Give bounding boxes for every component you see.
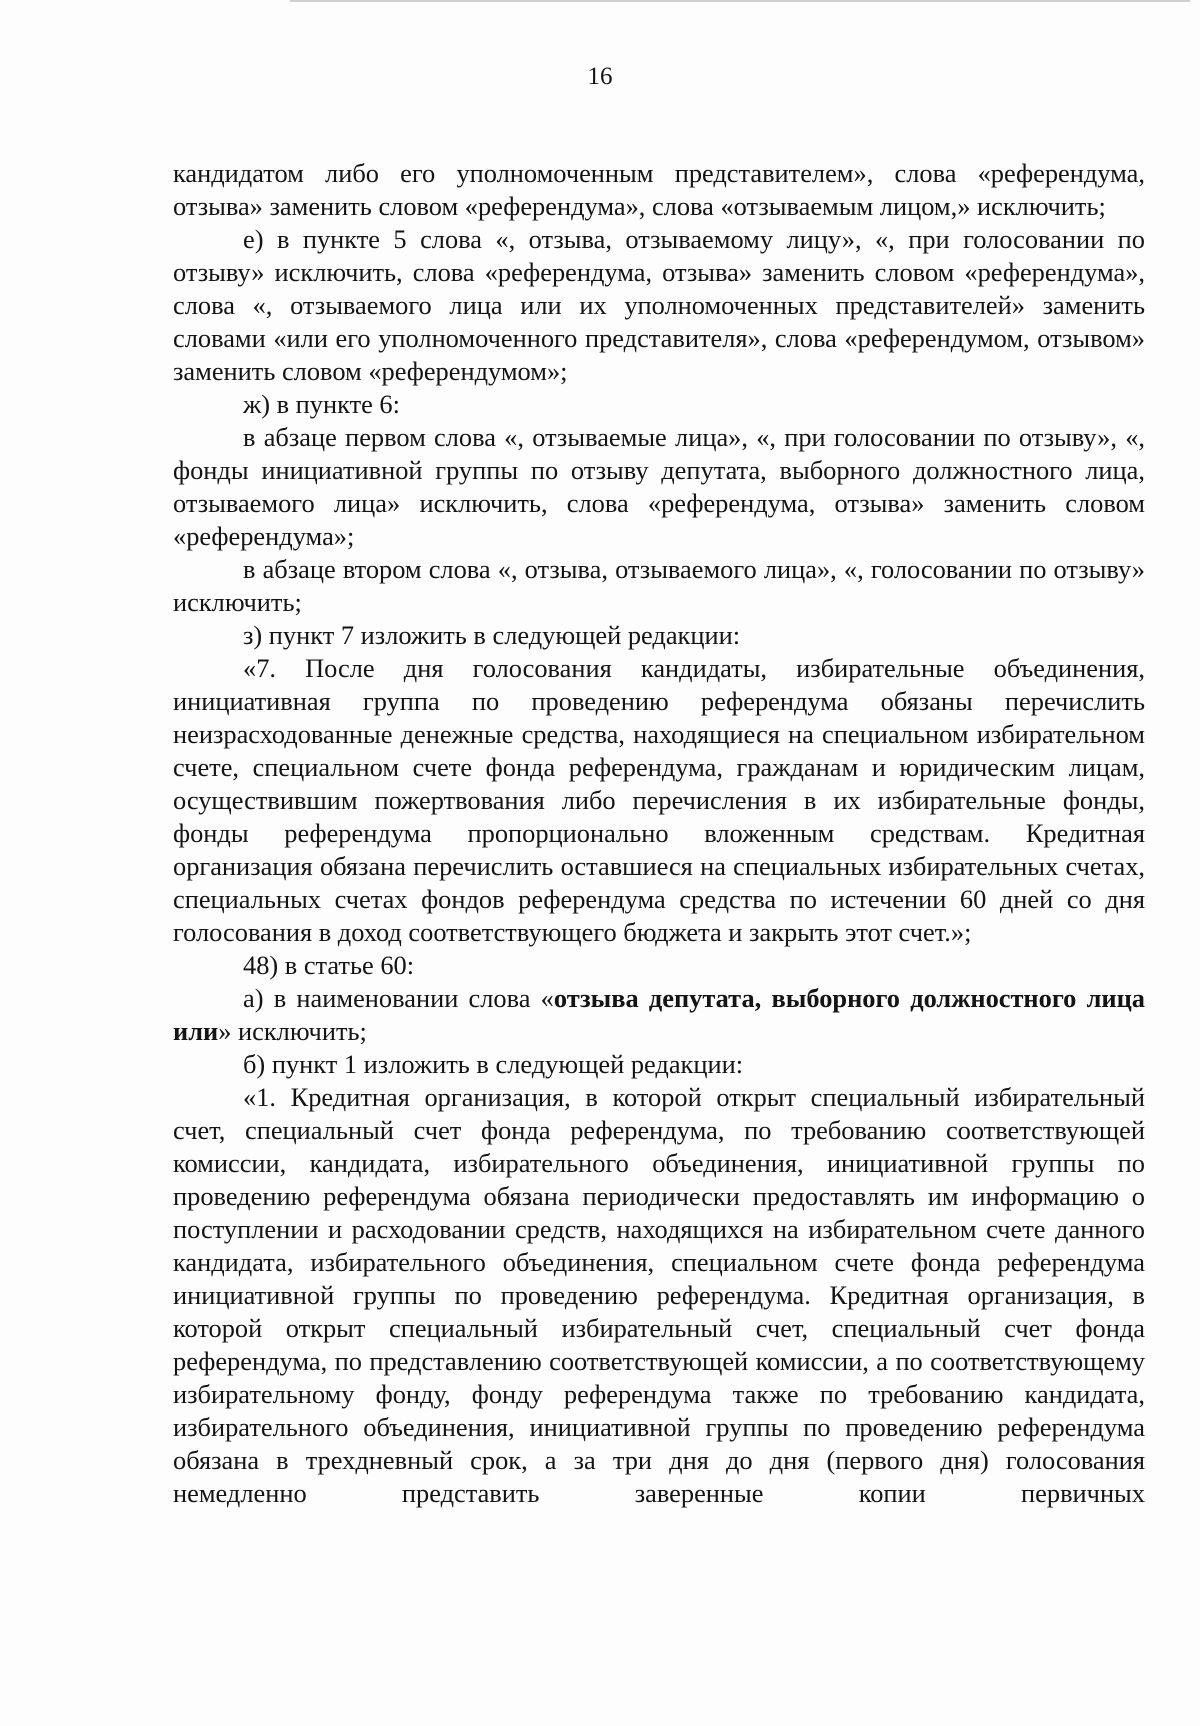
paragraph-item-z: з) пункт 7 изложить в следующей редакции: <box>243 620 741 650</box>
item-a-text-after: » исключить; <box>218 1016 367 1046</box>
paragraph-item-b: б) пункт 1 изложить в следующей редакции: <box>243 1049 744 1079</box>
paragraph-item-a <box>173 982 1145 1048</box>
paragraph-item-48: 48) в статье 60: <box>243 950 415 980</box>
paragraph-item-e: е) в пункте 5 слова «, отзыва, отзываемому лицу», «, при голосовании по отзыву» исключить, слова «референдума, отзыва» заменить словом «референдума», слова «, отзываемого лица или их уполномоченных представителей» заменить словами «или его уполномоченного представителя», слова «референдумом, отзывом» заменить словом «референдумом»; <box>173 224 1145 386</box>
paragraph-continuation: кандидатом либо его уполномоченным представителем», слова «референдума, отзыва» заменить словом «референдума», слова «отзываемым лицом,» исключить; <box>173 158 1145 221</box>
item-a-bold-text: отзыва депутата, выборного должностного лица или <box>173 983 1146 1046</box>
document-body <box>173 157 1145 1510</box>
paragraph-point-1: «1. Кредитная организация, в которой открыт специальный избирательный счет, специальный счет фонда референдума, по требованию соответствующей комиссии, кандидата, избирательного объединения, инициативной группы по проведению референдума обязана периодически предоставлять им информацию о поступлении и расходовании средств, находящихся на избирательном счете данного кандидата, избирательного объединения, специальном счете фонда референдума инициативной группы по проведению референдума. Кредитная организация, в которой открыт специальный избирательный счет, специальный счет фонда референдума, по представлению соответствующей комиссии, а по соответствующему избирательному фонду, фонду референдума также по требованию кандидата, избирательного объединения, инициативной группы по проведению референдума обязана в трехдневный срок, а за три дня до дня (первого дня) голосования немедленно представить заверенные копии первичных <box>173 1082 1145 1508</box>
item-a-text-before: а) в наименовании слова « <box>243 983 554 1013</box>
paragraph-abzac-second: в абзаце втором слова «, отзыва, отзываемого лица», «, голосовании по отзыву» исключить; <box>173 554 1145 617</box>
page-number: 16 <box>587 63 613 90</box>
paragraph-abzac-first: в абзаце первом слова «, отзываемые лица», «, при голосовании по отзыву», «, фонды инициативной группы по отзыву депутата, выборного должностного лица, отзываемого лица» исключить, слова «референдума, отзыва» заменить словом «референдума»; <box>173 422 1145 551</box>
paragraph-item-zh: ж) в пункте 6: <box>243 389 400 419</box>
paragraph-point-7: «7. После дня голосования кандидаты, избирательные объединения, инициативная группа по проведению референдума обязаны перечислить неизрасходованные денежные средства, находящиеся на специальном избирательном счете, специальном счете фонда референдума, гражданам и юридическим лицам, осуществившим пожертвования либо перечисления в их избирательные фонды, фонды референдума пропорционально вложенным средствам. Кредитная организация обязана перечислить оставшиеся на специальных избирательных счетах, специальных счетах фондов референдума средства по истечении 60 дней со дня голосования в доход соответствующего бюджета и закрыть этот счет.»; <box>173 653 1145 947</box>
scan-edge-line <box>290 0 1190 2</box>
